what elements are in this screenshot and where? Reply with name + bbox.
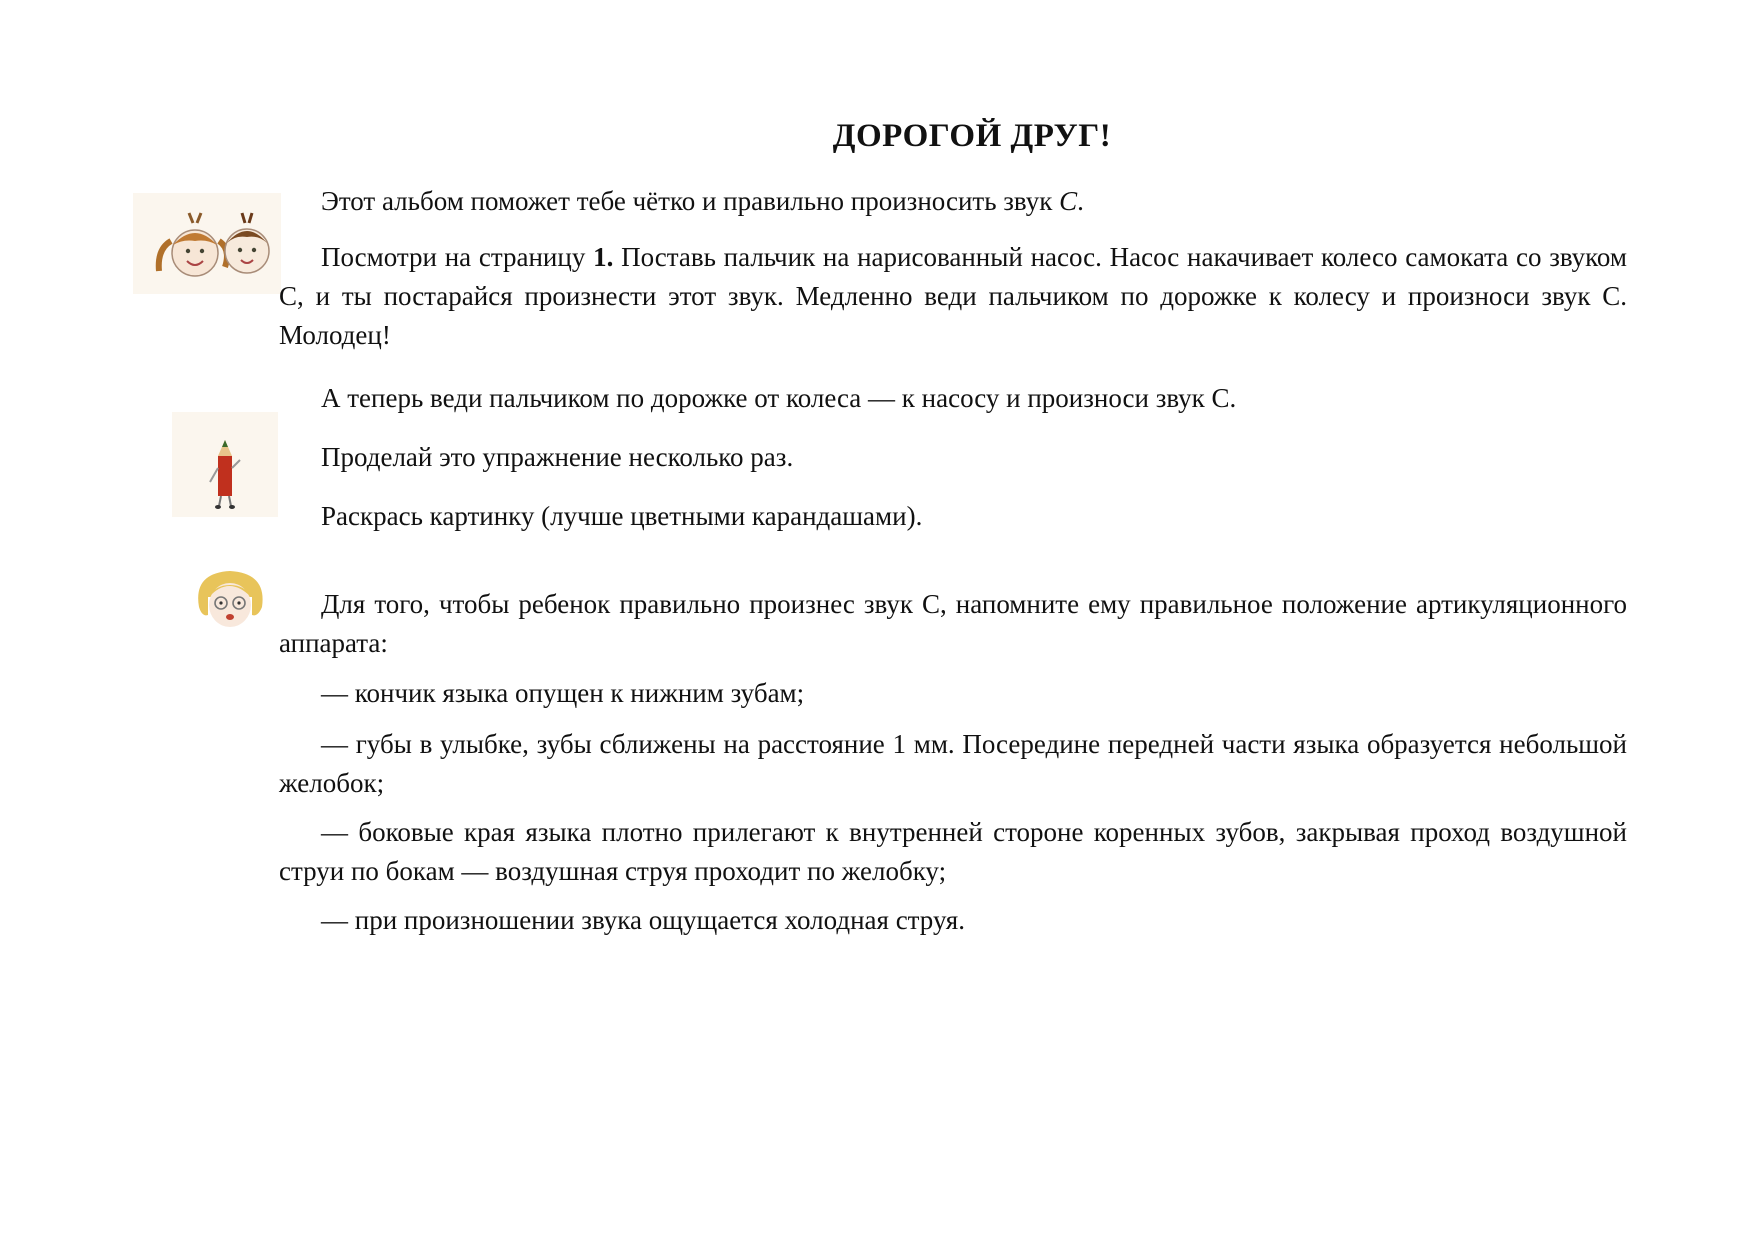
articulation-item-1: — кончик языка опущен к нижним зубам; bbox=[321, 678, 805, 708]
page-title: ДОРОГОЙ ДРУГ! bbox=[832, 118, 1112, 154]
intro-paragraph bbox=[321, 182, 1084, 221]
parent-note-paragraph: Для того, чтобы ребенок правильно произнес звук С, напомните ему правильное положение артикуляционного аппарата: bbox=[279, 589, 1627, 658]
teacher-face-icon bbox=[191, 567, 270, 630]
kids-faces-icon bbox=[133, 193, 281, 294]
intro-letter: С bbox=[1059, 186, 1078, 216]
articulation-item-3: — боковые края языка плотно прилегают к внутренней стороне коренных зубов, закрывая проход воздушной струи по бокам — воздушная струя проходит по желобку; bbox=[279, 817, 1627, 886]
articulation-item-2: — губы в улыбке, зубы сближены на расстояние 1 мм. Посередине передней части языка образуется небольшой желобок; bbox=[279, 729, 1627, 798]
instruction-start: Посмотри на страницу bbox=[321, 242, 594, 272]
reverse-paragraph: А теперь веди пальчиком по дорожке от колеса — к насосу и произноси звук С. bbox=[321, 383, 1237, 413]
intro-text: Этот альбом поможет тебе чётко и правильно произносить звук bbox=[321, 186, 1060, 216]
articulation-item-4: — при произношении звука ощущается холодная струя. bbox=[321, 905, 965, 935]
color-paragraph: Раскрась картинку (лучше цветными карандашами). bbox=[321, 501, 923, 531]
intro-end: . bbox=[1077, 186, 1084, 216]
repeat-paragraph: Проделай это упражнение несколько раз. bbox=[321, 442, 794, 472]
page-number: 1. bbox=[593, 242, 614, 272]
instruction-rest: Поставь пальчик на нарисованный насос. Насос накачивает колесо самоката со звуком С, и ты постарайся произнести этот звук. Медленно веди пальчиком по дорожке к колесу и произноси звук С. Молодец! bbox=[279, 242, 1627, 350]
pencil-character-icon bbox=[172, 412, 278, 517]
instruction-paragraph bbox=[279, 238, 1627, 355]
